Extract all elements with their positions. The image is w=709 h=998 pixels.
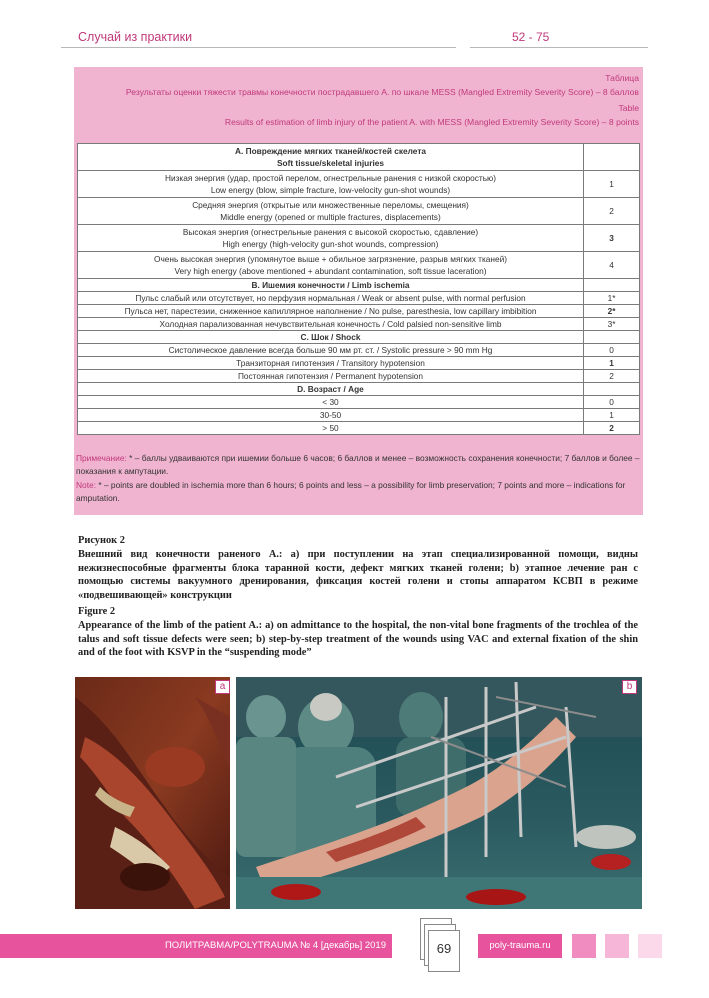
footer-square-1 <box>572 934 596 958</box>
score-cell: 3* <box>584 318 640 331</box>
section-c-header: C. Шок / Shock <box>78 331 584 344</box>
photo-a-label: a <box>215 680 230 694</box>
criterion-cell: Пульса нет, парестезии, сниженное капиллярное наполнение / No pulse, paresthesia, low capillary imbibition <box>78 305 584 318</box>
section-b-header: B. Ишемия конечности / Limb ischemia <box>78 279 584 292</box>
table-row <box>78 422 640 435</box>
footer-journal-bar <box>0 934 392 958</box>
surgery-photo-b <box>236 677 642 909</box>
note-en <box>76 479 641 505</box>
photo-a <box>75 677 230 909</box>
criterion-cell: Пульс слабый или отсутствует, но перфузия нормальная / Weak or absent pulse, with normal perfusion <box>78 292 584 305</box>
score-cell-selected: 1 <box>584 357 640 370</box>
section-a-header <box>78 144 584 171</box>
criterion-cell: Транзиторная гипотензия / Transitory hypotension <box>78 357 584 370</box>
criterion-cell <box>78 198 584 225</box>
note-en-label: Note: <box>76 480 97 490</box>
note-ru <box>76 452 641 478</box>
criterion-cell: Систолическое давление всегда больше 90 мм рт. ст. / Systolic pressure > 90 mm Hg <box>78 344 584 357</box>
table-row <box>78 344 640 357</box>
score-cell <box>584 331 640 344</box>
score-cell <box>584 279 640 292</box>
table-block <box>74 67 643 515</box>
table-row <box>78 198 640 225</box>
header-rule-right <box>470 47 648 48</box>
score-cell-selected: 3 <box>584 225 640 252</box>
criterion-cell: 30-50 <box>78 409 584 422</box>
score-cell <box>584 144 640 171</box>
criterion-ru: Средняя энергия (открытые или множественные переломы, смещения) <box>192 200 469 210</box>
criterion-cell <box>78 171 584 198</box>
criterion-cell <box>78 252 584 279</box>
figure-caption-en: Appearance of the limb of the patient A.: a) on admittance to the hospital, the non-vital bone fragments of the trochlea of the talus and soft tissue defects were seen; b) step-by-step treatment of the wounds using VAC and external fixation of the shin and of the foot with KSVP in the “suspending mode” <box>78 620 638 658</box>
table-title-ru: Результаты оценки тяжести травмы конечности пострадавшего А. по шкале MESS (Mangled Extremity Severity Score) – 8 баллов <box>125 87 639 97</box>
criterion-cell: > 50 <box>78 422 584 435</box>
criterion-cell: Постоянная гипотензия / Permanent hypotension <box>78 370 584 383</box>
score-cell: 1* <box>584 292 640 305</box>
running-header-section: Случай из практики <box>78 30 193 44</box>
score-cell <box>584 383 640 396</box>
table-row <box>78 252 640 279</box>
score-cell: 1 <box>584 171 640 198</box>
score-cell-selected: 2* <box>584 305 640 318</box>
criterion-en: High energy (high-velocity gun-shot wounds, compression) <box>222 239 439 249</box>
table-row <box>78 370 640 383</box>
section-d-header: D. Возраст / Age <box>78 383 584 396</box>
table-row <box>78 409 640 422</box>
table-row <box>78 292 640 305</box>
criterion-ru: Низкая энергия (удар, простой перелом, огнестрельные ранения с низкой скоростью) <box>164 173 497 183</box>
score-cell-selected: 2 <box>584 422 640 435</box>
header-rule-left <box>61 47 456 48</box>
table-row <box>78 318 640 331</box>
page-number: 69 <box>428 930 460 972</box>
score-cell: 0 <box>584 344 640 357</box>
figure-label-en: Figure 2 <box>78 606 116 617</box>
section-a-en: Soft tissue/skeletal injuries <box>277 158 384 168</box>
table-label-en: Table <box>618 103 639 113</box>
site-link[interactable]: poly-trauma.ru <box>489 940 551 951</box>
running-header-pages: 52 - 75 <box>512 30 550 44</box>
section-a-ru: A. Повреждение мягких тканей/костей скелета <box>235 146 426 156</box>
photo-b-label: b <box>622 680 637 694</box>
criterion-en: Middle energy (opened or multiple fractures, displacements) <box>220 212 441 222</box>
table-row <box>78 396 640 409</box>
footer-square-2 <box>605 934 629 958</box>
table-row <box>78 331 640 344</box>
criterion-cell: < 30 <box>78 396 584 409</box>
footer-site-bar <box>478 934 562 958</box>
table-row <box>78 144 640 171</box>
score-cell: 2 <box>584 198 640 225</box>
figure-caption-ru: Внешний вид конечности раненого А.: а) при поступлении на этап специализированной помощи, видны нежизнеспособные фрагменты блока таранной кости, дефект мягких тканей голени; b) этапное лечение ран с помощью системы вакуумного дренирования, фиксация костей голени и стопы аппаратом КСВП в режиме «подвешивающей» конструкции <box>78 549 638 601</box>
mess-table <box>77 143 640 435</box>
figure-label-ru: Рисунок 2 <box>78 535 125 546</box>
criterion-ru: Очень высокая энергия (упомянутое выше + обильное загрязнение, разрыв мягких тканей) <box>153 254 507 264</box>
score-cell: 2 <box>584 370 640 383</box>
score-cell: 0 <box>584 396 640 409</box>
note-en-text: * – points are doubled in ischemia more than 6 hours; 6 points and less – a possibility for limb preservation; 7 points and more – indications for amputation. <box>76 480 626 503</box>
criterion-en: Very high energy (above mentioned + abundant contamination, soft tissue laceration) <box>174 266 487 276</box>
table-row <box>78 357 640 370</box>
table-row <box>78 383 640 396</box>
table-row <box>78 225 640 252</box>
score-cell: 4 <box>584 252 640 279</box>
table-row <box>78 305 640 318</box>
note-ru-label: Примечание: <box>76 453 127 463</box>
criterion-ru: Высокая энергия (огнестрельные ранения с высокой скоростью, сдавление) <box>182 227 479 237</box>
criterion-cell: Холодная парализованная нечувствительная конечность / Cold palsied non-sensitive limb <box>78 318 584 331</box>
table-row <box>78 171 640 198</box>
score-cell: 1 <box>584 409 640 422</box>
journal-name: ПОЛИТРАВМА/POLYTRAUMA № 4 [декабрь] 2019 <box>164 940 386 951</box>
note-ru-text: * – баллы удваиваются при ишемии больше 6 часов; 6 баллов и менее – возможность сохранения конечности; 7 баллов и более – показания к ампутации. <box>76 453 640 476</box>
criterion-en: Low energy (blow, simple fracture, low-velocity gun-shot wounds) <box>210 185 451 195</box>
table-label-ru: Таблица <box>605 73 639 83</box>
wound-photo-a <box>75 677 230 909</box>
criterion-cell <box>78 225 584 252</box>
photo-b <box>236 677 642 909</box>
footer-square-3 <box>638 934 662 958</box>
table-row <box>78 279 640 292</box>
table-title-en: Results of estimation of limb injury of the patient A. with MESS (Mangled Extremity Severity Score) – 8 points <box>224 117 639 127</box>
